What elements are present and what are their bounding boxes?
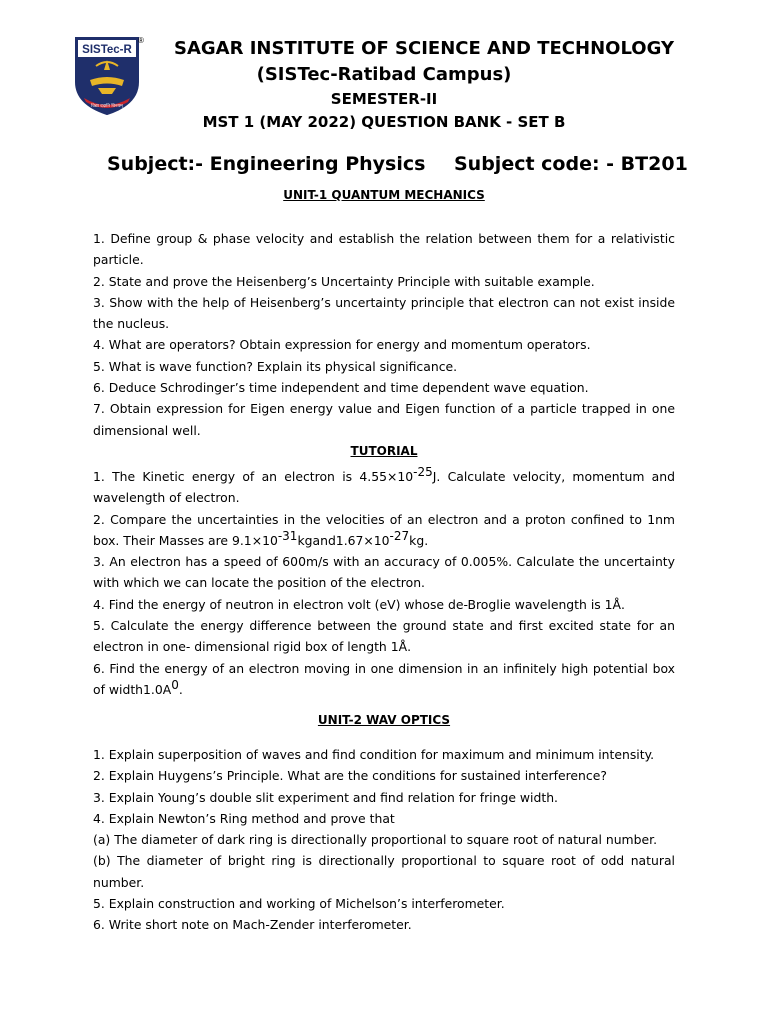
exam-title: MST 1 (MAY 2022) QUESTION BANK - SET B — [202, 113, 566, 131]
tutorial-question-4: 4. Find the energy of neutron in electron volt (eV) whose de-Broglie wavelength is 1Å. — [93, 596, 625, 612]
question-item: 5. What is wave function? Explain its physical significance. — [93, 358, 458, 374]
tutorial-question-2: 2. Compare the uncertainties in the velocities of an electron and a proton confined to 1nm box. Their Masses are $9.1\times 10^{-31}kgand1.67\times 10^{-27}kg$. — [93, 511, 675, 548]
subject-code: Subject code: - BT201 — [454, 153, 688, 175]
tutorial-question-3: 3. An electron has a speed of 600m/s with an accuracy of 0.005%. Calculate the uncertainty with which we can locate the position of the electron. — [93, 554, 675, 591]
subject-name: Subject:- Engineering Physics — [107, 153, 426, 175]
question-item: 5. Explain construction and working of Michelson’s interferometer. — [93, 896, 505, 912]
question-item: 1. Explain superposition of waves and find condition for maximum and minimum intensity. — [93, 747, 655, 762]
unit1-title: UNIT-1 QUANTUM MECHANICS — [283, 188, 485, 202]
unit2-title: UNIT-2 WAV OPTICS — [317, 713, 451, 727]
semester-label: SEMESTER-II — [330, 90, 438, 108]
question-item: 6. Deduce Schrodinger’s time independent and time dependent wave equation. — [93, 380, 589, 396]
tutorial-title: TUTORIAL — [350, 444, 418, 458]
question-item: (a) The diameter of dark ring is directionally proportional to square root of natural number. — [93, 832, 658, 848]
unit1-questions — [93, 228, 675, 441]
tutorial-question-1: 1. The Kinetic energy of an electron is $4.55\times 10^{-25}J$. Calculate velocity, momentum and wavelength of electron. — [93, 465, 675, 506]
question-item: 1. Define group & phase velocity and establish the relation between them for a relativistic particle. — [93, 231, 675, 268]
unit2-questions — [93, 744, 675, 936]
institute-name: SAGAR INSTITUTE OF SCIENCE AND TECHNOLOGY — [174, 38, 674, 59]
question-item: 4. What are operators? Obtain expression for energy and momentum operators. — [93, 337, 591, 353]
question-item: 3. Show with the help of Heisenberg’s uncertainty principle that electron can not exist inside the nucleus. — [93, 294, 675, 332]
question-item: 7. Obtain expression for Eigen energy value and Eigen function of a particle trapped in one dimensional well. — [93, 401, 675, 438]
question-item: (b) The diameter of bright ring is directionally proportional to square root of odd natural number. — [93, 853, 675, 890]
question-item: 4. Explain Newton’s Ring method and prove that — [93, 810, 395, 826]
logo-tagline: विद्या ददाति विनयम् — [91, 104, 123, 109]
campus-name: (SISTec-Ratibad Campus) — [256, 64, 512, 85]
question-item: 2. State and prove the Heisenberg’s Uncertainty Principle with suitable example. — [93, 273, 595, 289]
question-item: 2. Explain Huygens’s Principle. What are the conditions for sustained interference? — [93, 768, 607, 784]
tutorial-question-6: 6. Find the energy of an electron moving in one dimension in an infinitely high potential box of $width1.0A^0$. — [93, 660, 675, 697]
registered-mark: ® — [138, 36, 144, 45]
question-item: 3. Explain Young’s double slit experiment and find relation for fringe width. — [93, 789, 558, 805]
tutorial-question-5: 5. Calculate the energy difference between the ground state and first excited state for an electron in one- dimensional rigid box of length 1Å. — [93, 618, 675, 655]
question-item: 6. Write short note on Mach-Zender interferometer. — [93, 917, 412, 933]
logo-text: SISTec-R — [82, 44, 132, 56]
tutorial-questions — [93, 466, 675, 700]
